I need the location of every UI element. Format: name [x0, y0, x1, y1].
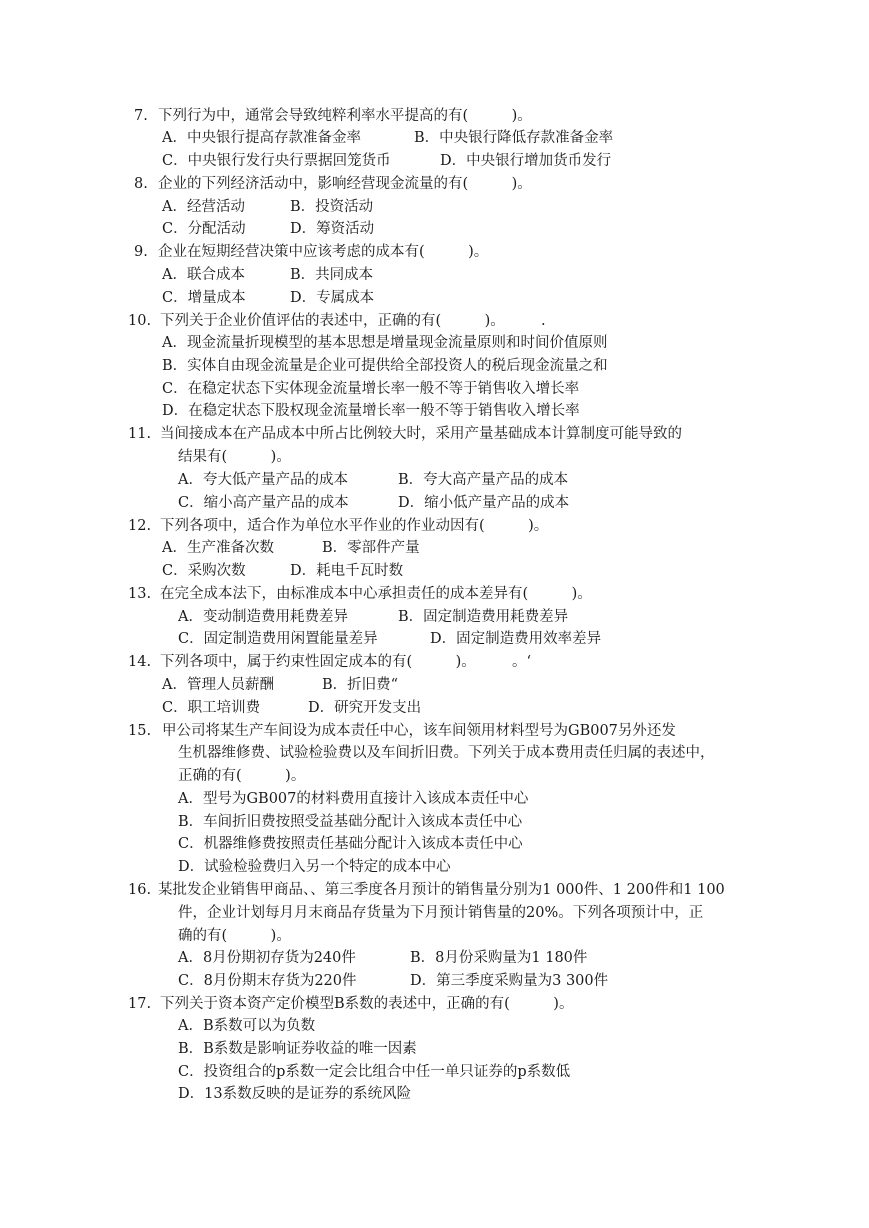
question-7-option-a: A．中央银行提高存款准备金率 — [162, 130, 361, 146]
question-13-option-a: A．变动制造费用耗费差异 — [178, 609, 348, 625]
question-16-option-c: C．8月份期末存货为220件 — [178, 973, 357, 989]
question-11-option-a: A．夸大低产量产品的成本 — [178, 472, 348, 488]
question-17-option-d: D．13系数反映的是证券的系统风险 — [178, 1086, 412, 1102]
question-7-number: 7. — [134, 108, 148, 124]
question-14-stem: 下列各项中，属于约束性固定成本的有( )。 。‘ — [160, 654, 532, 670]
question-10-option-d: D．在稳定状态下股权现金流量增长率一般不等于销售收入增长率 — [162, 403, 580, 419]
question-9-option-d: D．专属成本 — [290, 290, 375, 306]
question-14-option-c: C．职工培训费 — [162, 700, 261, 716]
question-15-stem-line-2: 生机器维修费、试验检验费以及车间折旧费。下列关于成本费用责任归属的表述中， — [178, 745, 715, 761]
question-7-option-b: B．中央银行降低存款准备金率 — [414, 130, 614, 146]
question-12-option-a: A．生产准备次数 — [162, 540, 274, 556]
question-16-stem-line-2: 件，企业计划每月月末商品存货量为下月预计销售量的20%。下列各项预计中，正 — [178, 905, 704, 921]
question-16-option-d: D．第三季度采购量为3 300件 — [410, 973, 609, 989]
question-16-stem-line-3: 确的有( )。 — [178, 928, 291, 944]
question-10-option-a: A．现金流量折现模型的基本思想是增量现金流量原则和时间价值原则 — [162, 335, 608, 351]
question-12-option-d: D．耗电千瓦时数 — [290, 563, 404, 579]
question-16-option-b: B．8月份采购量为1 180件 — [410, 950, 588, 966]
question-16-stem-line-1: 某批发企业销售甲商品、、第三季度各月预计的销售量分别为1 000件、1 200件和1 100 — [158, 882, 725, 898]
question-11-stem-line-2: 结果有( )。 — [178, 449, 291, 465]
question-13-number: 13. — [128, 586, 152, 602]
question-10-stem: 下列关于企业价值评估的表述中，正确的有( )。 . — [160, 313, 546, 329]
question-15-option-c: C．机器维修费按照责任基础分配计入该成本责任中心 — [178, 836, 523, 852]
question-11-number: 11. — [128, 426, 152, 442]
question-16-number: 16. — [128, 882, 152, 898]
question-11-option-c: C．缩小高产量产品的成本 — [178, 495, 349, 511]
question-9-stem: 企业在短期经营决策中应该考虑的成本有( )。 — [158, 244, 489, 260]
question-10-option-c: C．在稳定状态下实体现金流量增长率一般不等于销售收入增长率 — [162, 381, 580, 397]
question-9-option-b: B．共同成本 — [290, 267, 374, 283]
question-17-option-c: C．投资组合的p系数一定会比组合中任一单只证券的p系数低 — [178, 1064, 571, 1080]
question-17-option-a: A．B系数可以为负数 — [178, 1018, 316, 1034]
question-9-option-a: A．联合成本 — [162, 267, 245, 283]
question-14-option-d: D．研究开发支出 — [308, 700, 422, 716]
question-15-option-d: D．试验检验费归入另一个特定的成本中心 — [178, 859, 451, 875]
question-7-option-d: D．中央银行增加货币发行 — [440, 153, 612, 169]
question-17-stem: 下列关于资本资产定价模型B系数的表述中，正确的有( )。 — [160, 996, 574, 1012]
question-8-stem: 企业的下列经济活动中，影响经营现金流量的有( )。 — [158, 176, 532, 192]
question-17-number: 17. — [128, 996, 152, 1012]
question-15-number: 15. — [128, 723, 152, 739]
question-12-stem: 下列各项中，适合作为单位水平作业的作业动因有( )。 — [160, 518, 549, 534]
question-15-stem-line-1: 甲公司将某生产车间设为成本责任中心，该车间领用材料型号为GB007另外还发 — [162, 723, 676, 739]
question-9-number: 9. — [134, 244, 148, 260]
question-13-option-d: D．固定制造费用效率差异 — [430, 631, 602, 647]
question-9-option-c: C．增量成本 — [162, 290, 246, 306]
question-13-option-c: C．固定制造费用闲置能量差异 — [178, 631, 378, 647]
question-8-option-b: B．投资活动 — [290, 199, 374, 215]
question-7-option-c: C．中央银行发行央行票据回笼货币 — [162, 153, 391, 169]
question-14-option-b: B．折旧费“ — [322, 677, 399, 693]
question-10-number: 10. — [128, 313, 152, 329]
question-7-stem: 下列行为中，通常会导致纯粹利率水平提高的有( )。 — [158, 108, 532, 124]
question-8-number: 8. — [134, 176, 148, 192]
question-17-option-b: B．B系数是影响证券收益的唯一因素 — [178, 1041, 417, 1057]
question-13-option-b: B．固定制造费用耗费差异 — [398, 609, 569, 625]
question-12-option-c: C．采购次数 — [162, 563, 246, 579]
question-8-option-c: C．分配活动 — [162, 221, 246, 237]
question-11-option-b: B．夸大高产量产品的成本 — [398, 472, 569, 488]
question-13-stem: 在完全成本法下，由标准成本中心承担责任的成本差异有( )。 — [160, 586, 592, 602]
question-11-stem-line-1: 当间接成本在产品成本中所占比例较大时，采用产量基础成本计算制度可能导致的 — [160, 426, 682, 442]
question-15-option-a: A．型号为GB007的材料费用直接计入该成本责任中心 — [178, 791, 529, 807]
question-8-option-d: D．筹资活动 — [290, 221, 375, 237]
question-12-number: 12. — [128, 518, 152, 534]
question-12-option-b: B．零部件产量 — [322, 540, 420, 556]
question-15-stem-line-3: 正确的有( )。 — [178, 768, 306, 784]
question-15-option-b: B．车间折旧费按照受益基础分配计入该成本责任中心 — [178, 814, 523, 830]
question-10-option-b: B．实体自由现金流量是企业可提供给全部投资人的税后现金流量之和 — [162, 358, 608, 374]
question-8-option-a: A．经营活动 — [162, 199, 245, 215]
question-11-option-d: D．缩小低产量产品的成本 — [398, 495, 570, 511]
question-14-option-a: A．管理人员薪酬 — [162, 677, 274, 693]
question-14-number: 14. — [128, 654, 152, 670]
question-16-option-a: A．8月份期初存货为240件 — [178, 950, 356, 966]
